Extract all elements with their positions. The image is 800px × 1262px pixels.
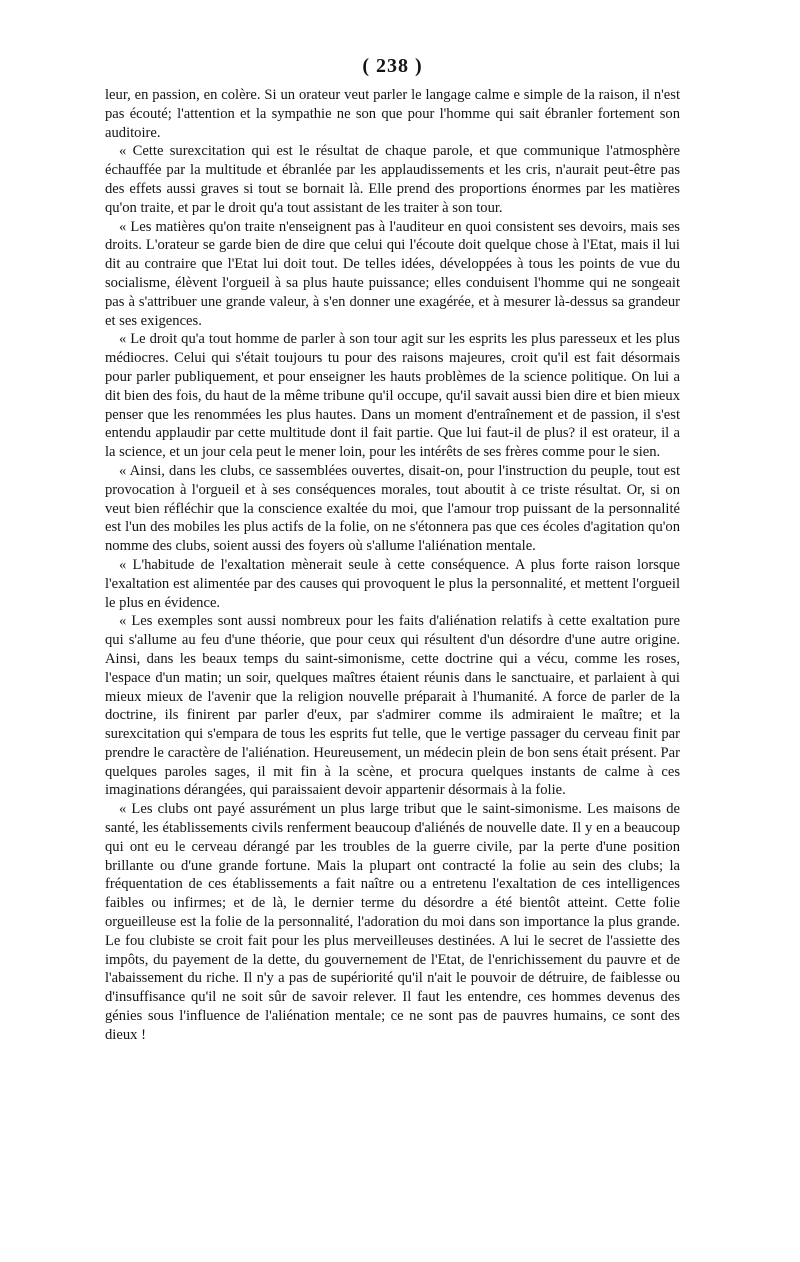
paragraph: « Le droit qu'a tout homme de parler à son tour agit sur les esprits les plus paresseux et les plus médiocres. Celui qui s'était toujours tu pour des raisons majeures, croit qu'il est fait désormais pour parler publiquement, et pour enseigner les hauts problèmes de la science politique. On lui a dit bien des fois, du haut de la même tribune qu'il occupe, qu'il savait aussi bien dire et bien mieux penser que les renommées les plus hautes. Dans un moment d'entraînement et de passion, il s'est entendu applaudir par cette multitude dont il fait partie. Que lui faut-il de plus? il est orateur, il a la science, et un jour cela peut le mener loin, pour les intérêts de ses frères comme pour le sien. (105, 331, 680, 461)
paragraph: « Ainsi, dans les clubs, ce sassemblées ouvertes, disait-on, pour l'instruction du peuple, tout est provocation à l'orgueil et à ses conséquences morales, tout aboutit à ce triste résultat. Or, si on veut bien réfléchir que la conscience exaltée du moi, que l'amour trop puissant de la personnalité est l'un des mobiles les plus actifs de la folie, on ne s'étonnera pas que ces écoles d'agitation qu'on nomme des clubs, soient aussi des foyers où s'allume l'aliénation mentale. (105, 462, 680, 555)
paragraph: leur, en passion, en colère. Si un orateur veut parler le langage calme e simple de la raison, il n'est pas écouté; l'attention et la sympathie ne son que pour l'homme qui sait ébranler fortement son auditoire. (105, 87, 680, 141)
book-page (105, 52, 680, 1045)
page-number: ( 238 ) (362, 55, 423, 77)
paragraph: « Les clubs ont payé assurément un plus large tribut que le saint-simonisme. Les maisons de santé, les établissements civils renferment beaucoup d'aliénés de nouvelle date. Il y en a beaucoup qui ont eu le cerveau dérangé par les troubles de la guerre civile, par la perte d'une position brillante ou d'une grande fortune. Mais la plupart ont contracté la folie au sein des clubs; la fréquentation de ces établissements a fait naître ou a entretenu l'exaltation de ces intelligences faibles ou infirmes; et de là, le dernier terme du désordre a été bientôt atteint. Cette folie orgueilleuse est la folie de la personnalité, l'adoration du moi dans son importance la plus grande. Le fou clubiste se croit fait pour les plus merveilleuses destinées. A lui le secret de l'assiette des impôts, du payement de la dette, du gouvernement de l'Etat, de l'enrichissement du pauvre et de l'abaissement du riche. Il n'y a pas de supériorité qu'il n'ait le pouvoir de détruire, de faiblesse ou d'insuffisance qu'il ne soit sûr de savoir relever. Il faut les entendre, ces hommes devenus des génies sous l'influence de l'aliénation mentale; ce ne sont pas de pauvres humains, ce sont des dieux ! (105, 801, 680, 1043)
paragraph: « L'habitude de l'exaltation mènerait seule à cette conséquence. A plus forte raison lorsque l'exaltation est alimentée par des causes qui provoquent le plus la personnalité, et mettent l'orgueil le plus en évidence. (105, 556, 680, 611)
paragraph: « Les exemples sont aussi nombreux pour les faits d'aliénation relatifs à cette exaltation pure qui s'allume au feu d'une théorie, que pour ceux qui résultent d'un désordre d'une autre origine. Ainsi, dans les beaux temps du saint-simonisme, cette doctrine qui a vécu, comme les roses, l'espace d'un matin; un soir, quelques maîtres étaient réunis dans le sanctuaire, et parlaient à qui mieux mieux de l'avenir que la religion nouvelle préparait à l'humanité. A force de parler de la doctrine, ils finirent par parler d'eux, par s'admirer comme ils admiraient le maître; et la surexcitation qui s'empara de tous les esprits fut telle, que le vertige passager du cerveau finit par prendre le caractère de l'aliénation. Heureusement, un médecin plein de bon sens était présent. Par quelques paroles sages, il mit fin à la scène, et procura quelques instants de calme à ces imaginations dérangées, qui paraissaient devoir appartenir désormais à la folie. (105, 613, 680, 799)
paragraph: « Cette surexcitation qui est le résultat de chaque parole, et que communique l'atmosphère échauffée par la multitude et ébranlée par les applaudissements et les cris, n'aurait peut-être pas des effets aussi graves si tout se bornait là. Elle prend des proportions énormes par les matières qu'on traite, et par le droit qu'a tout assistant de les traiter à son tour. (105, 143, 680, 216)
paragraph: « Les matières qu'on traite n'enseignent pas à l'auditeur en quoi consistent ses devoirs, mais ses droits. L'orateur se garde bien de dire que celui qui l'écoute doit quelque chose à l'Etat, mais il lui dit au contraire que l'Etat lui doit tout. De telles idées, développées à tous les points de vue du socialisme, élèvent l'orgueil à sa plus haute puissance; elles conduisent l'homme qui ne songeait pas à s'attribuer une grande valeur, à s'en donner une exagérée, et à mesurer là-dessus sa grandeur et ses exigences. (105, 218, 680, 329)
